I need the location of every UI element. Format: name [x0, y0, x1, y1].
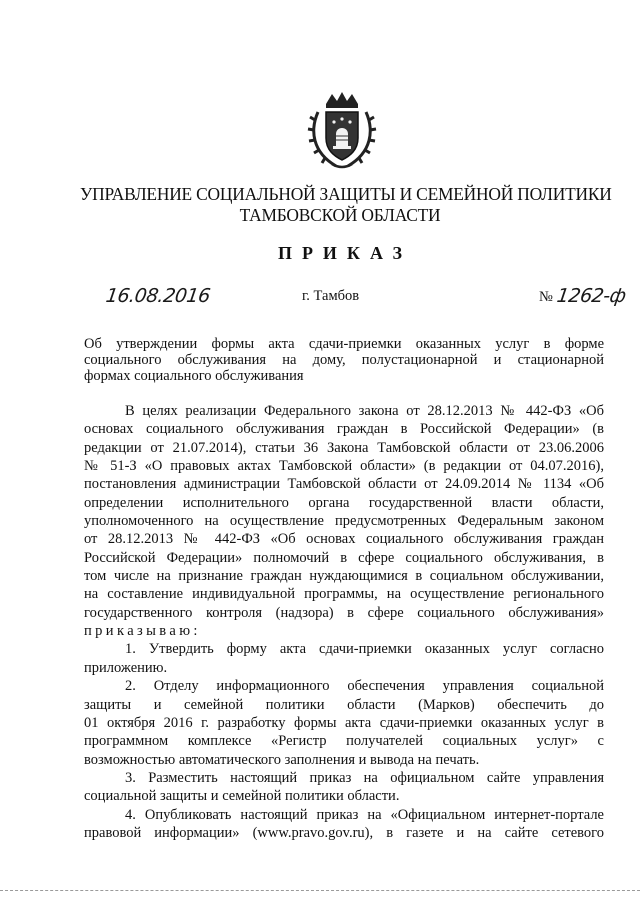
handwritten-date: 16.08.2016 — [104, 285, 212, 307]
order-body — [84, 402, 604, 842]
body-line: постановления администрации Тамбовской области от 24.09.2014 № 1134 «Об — [84, 476, 604, 493]
scan-edge-divider — [0, 890, 640, 891]
body-line: № 51-З «О правовых актах Тамбовской области» (в редакции от 04.07.2016), — [84, 458, 604, 475]
tambov-coat-of-arms-icon — [306, 90, 378, 172]
organization-title — [80, 184, 612, 226]
body-line: возможностью автоматического заполнения и вывода на печать. — [84, 751, 480, 768]
body-line: от 28.12.2013 № 442-ФЗ «Об основах социального обслуживания граждан — [84, 531, 604, 548]
subject-line: социального обслуживания на дому, полустационарной и стационарной — [84, 352, 604, 368]
city-label: г. Тамбов — [302, 288, 360, 304]
body-line: 4. Опубликовать настоящий приказ на «Официальном интернет-портале — [125, 806, 604, 823]
body-line: государственного контроля (надзора) в сфере социального обслуживания» — [84, 604, 604, 621]
body-line: защиты и семейной политики области (Марков) обеспечить до — [84, 696, 604, 713]
handwritten-order-number: 1262-ф — [555, 285, 628, 307]
body-line: 1. Утвердить форму акта сдачи-приемки оказанных услуг согласно — [125, 641, 604, 658]
body-line: программном комплексе «Регистр получателей социальных услуг» с — [84, 733, 604, 750]
order-number-prefix: № — [539, 289, 553, 305]
body-line: том числе на признание граждан нуждающимися в социальном обслуживании, — [84, 568, 604, 585]
body-line: определении исполнительного органа государственной власти области, — [84, 494, 604, 511]
subject-line: формах социального обслуживания — [84, 368, 304, 384]
body-line: 2. Отделу информационного обеспечения управления социальной — [125, 678, 604, 695]
organization-title-line-1: УПРАВЛЕНИЕ СОЦИАЛЬНОЙ ЗАЩИТЫ И СЕМЕЙНОЙ ПОЛИТИКИ — [80, 184, 612, 204]
body-line: социальной защиты и семейной политики области. — [84, 788, 400, 805]
order-subject — [84, 336, 604, 384]
body-line: правовой информации» (www.pravo.gov.ru), в газете и на сайте сетевого — [84, 824, 604, 841]
body-line: 01 октября 2016 г. разработку формы акта сдачи-приемки оказанных услуг в — [84, 714, 604, 731]
body-line: Российской Федерации» полномочий в сфере социального обслуживания, в — [84, 549, 604, 566]
body-line: основах социального обслуживания граждан в Российской Федерации» (в — [84, 421, 604, 438]
body-line: редакции от 21.07.2014), статьи 36 Закона Тамбовской области от 23.06.2006 — [84, 439, 604, 456]
body-line: В целях реализации Федерального закона от 28.12.2013 № 442-ФЗ «Об — [125, 403, 604, 419]
body-line: на составление индивидуальной программы, на осуществление регионального — [84, 586, 604, 603]
order-directive-word: приказываю: — [84, 623, 201, 640]
organization-title-line-2: ТАМБОВСКОЙ ОБЛАСТИ — [239, 205, 441, 225]
document-type-heading: ПРИКАЗ — [277, 243, 413, 263]
body-line: 3. Разместить настоящий приказ на официальном сайте управления — [125, 769, 604, 786]
body-line: уполномоченного на осуществление предусмотренных Федеральным законом — [84, 513, 604, 530]
body-line: приложению. — [84, 659, 168, 676]
subject-line: Об утверждении формы акта сдачи-приемки оказанных услуг в форме — [84, 336, 604, 352]
